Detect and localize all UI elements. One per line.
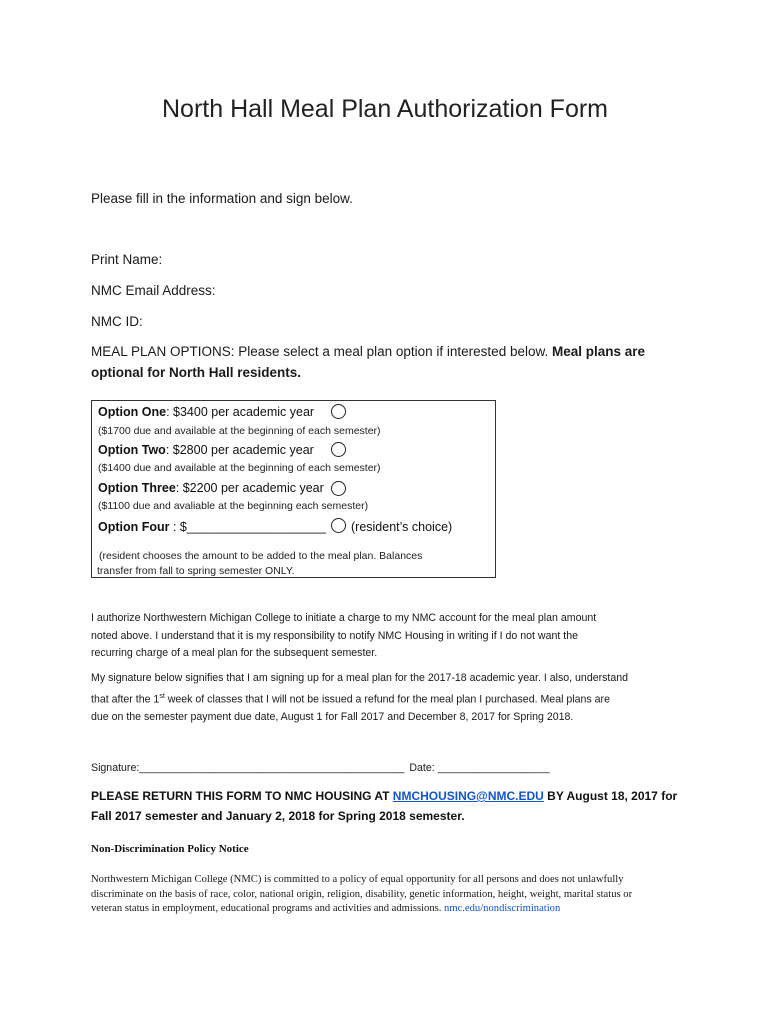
return-notice: [91, 786, 691, 826]
option-four-name: Option Four: [98, 520, 170, 534]
option-four-choice: (resident’s choice): [351, 520, 453, 534]
nondiscrimination-line-2: discriminate on the basis of race, color, national origin, religion, disability, genetic information, height, weight, marital status or: [91, 888, 633, 900]
nondiscrimination-line-1: Northwestern Michigan College (NMC) is committed to a policy of equal opportunity for all persons and does not unlawfully: [91, 874, 624, 885]
nondiscrimination-notice: [91, 873, 691, 917]
intro-text: Please fill in the information and sign below.: [91, 191, 353, 206]
meal-options-bold-2: optional for North Hall residents.: [91, 365, 302, 380]
option-two-radio[interactable]: [331, 442, 346, 457]
option-four-radio[interactable]: [331, 518, 346, 533]
authorization-paragraph: [91, 610, 691, 663]
option-one-name: Option One: [98, 405, 167, 419]
signifies-line-3: due on the semester payment due date, August 1 for Fall 2017 and December 8, 2017 for Spring 2018.: [91, 710, 574, 723]
option-four-price: : $____________________: [169, 520, 326, 534]
signature-label[interactable]: Signature:_____________________________________________: [91, 762, 405, 774]
return-post: BY August 18, 2017 for: [543, 789, 678, 803]
signifies-line-2-sup: st: [159, 692, 165, 700]
authorization-line-3: recurring charge of a meal plan for the subsequent semester.: [91, 647, 378, 659]
option-four-detail-2: transfer from fall to spring semester ONLY.: [97, 565, 295, 577]
option-one-line: [98, 405, 314, 419]
option-three-name: Option Three: [98, 481, 176, 495]
housing-email-link[interactable]: NMCHOUSING@NMC.EDU: [392, 789, 544, 803]
nondiscrimination-heading: Non-Discrimination Policy Notice: [91, 843, 249, 855]
signifies-line-2-pre: that after the 1: [91, 693, 160, 706]
meal-options-intro: MEAL PLAN OPTIONS: Please select a meal plan option if interested below.: [91, 344, 549, 359]
signifies-line-2-post: week of classes that I will not be issued a refund for the meal plan I purchased. Meal plans are: [164, 693, 610, 706]
option-three-detail: ($1100 due and avaliable at the beginning each semester): [98, 500, 369, 512]
return-pre: PLEASE RETURN THIS FORM TO NMC HOUSING AT: [91, 789, 393, 803]
option-two-name: Option Two: [98, 443, 166, 457]
option-four-line: [98, 520, 326, 534]
page-title: North Hall Meal Plan Authorization Form: [161, 95, 609, 123]
option-one-radio[interactable]: [331, 404, 346, 419]
option-three-line: [98, 481, 324, 495]
meal-options-intro-line: [91, 344, 645, 359]
signature-line: [91, 760, 550, 778]
signifies-line-2: [91, 688, 691, 709]
option-two-line: [98, 443, 314, 457]
nmc-id-label: NMC ID:: [91, 314, 143, 329]
option-three-price: : $2200 per academic year: [175, 481, 324, 495]
nondiscrimination-link[interactable]: nmc.edu/nondiscrimination: [444, 903, 561, 914]
authorization-line-1: I authorize Northwestern Michigan College to initiate a charge to my NMC account for the meal plan amount: [91, 612, 597, 624]
email-label: NMC Email Address:: [91, 283, 216, 298]
option-four-detail-1: (resident chooses the amount to be added to the meal plan. Balances: [99, 550, 423, 562]
option-one-price: : $3400 per academic year: [166, 405, 315, 419]
option-three-radio[interactable]: [331, 481, 346, 496]
date-label[interactable]: Date: ___________________: [409, 762, 550, 774]
return-line-1: [91, 786, 691, 806]
return-line-2: Fall 2017 semester and January 2, 2018 for Spring 2018 semester.: [91, 809, 465, 823]
option-two-detail: ($1400 due and available at the beginning of each semester): [98, 462, 381, 474]
authorization-line-2: noted above. I understand that it is my responsibility to notify NMC Housing in writing if I do not want the: [91, 629, 578, 642]
option-two-price: : $2800 per academic year: [165, 443, 314, 457]
option-one-detail: ($1700 due and available at the beginning of each semester): [98, 425, 381, 437]
nondiscrimination-line-3-wrap: [91, 902, 691, 917]
signifies-paragraph: [91, 670, 691, 726]
meal-options-bold-1: Meal plans are: [552, 344, 646, 359]
print-name-label: Print Name:: [91, 252, 163, 267]
signifies-line-1: My signature below signifies that I am signing up for a meal plan for the 2017-18 academic year. I also, understand: [91, 672, 629, 684]
nondiscrimination-line-3: veteran status in employment, educational programs and activities and admissions.: [91, 903, 445, 914]
